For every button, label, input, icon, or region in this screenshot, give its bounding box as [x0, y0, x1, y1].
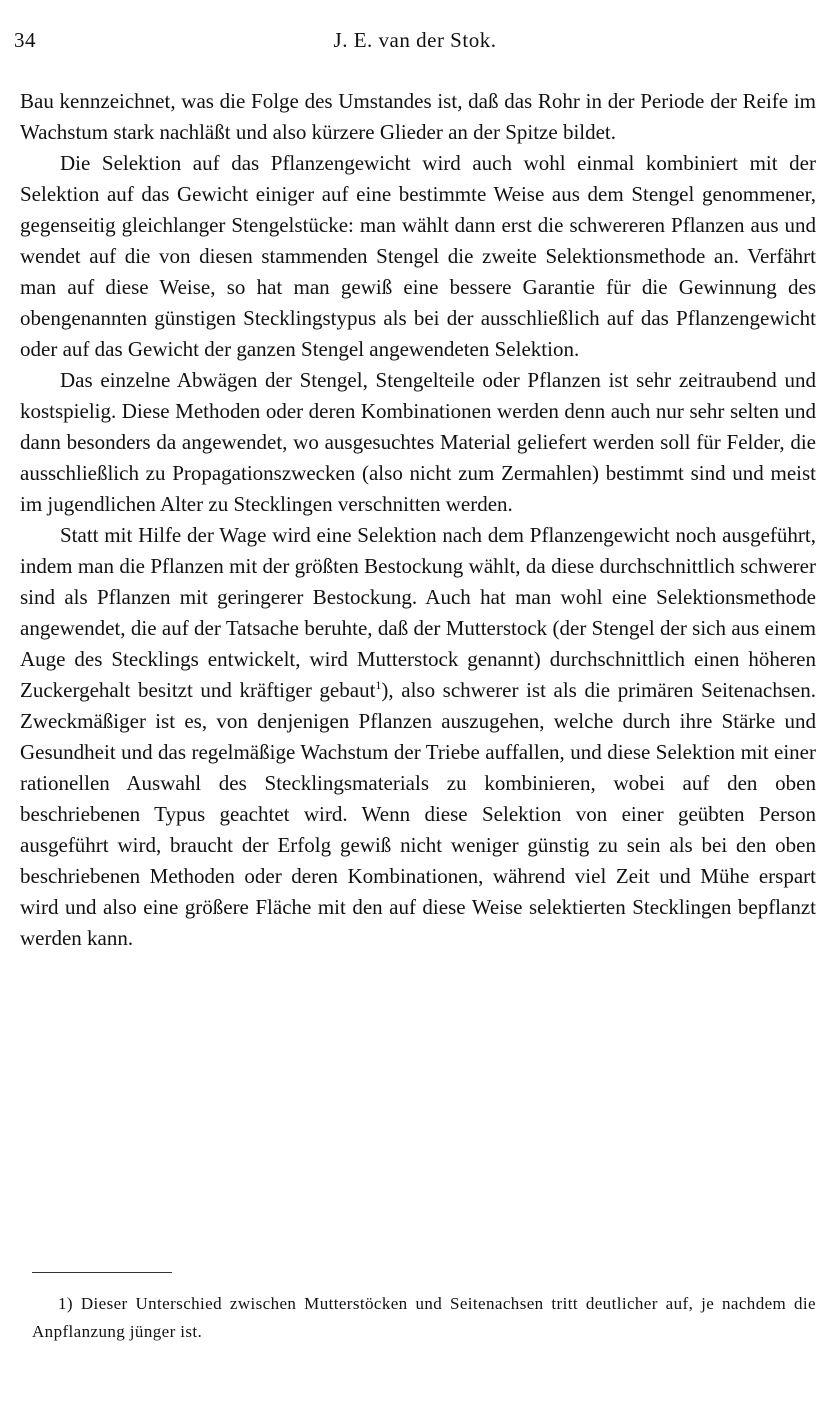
footnote-marker: 1) — [58, 1294, 73, 1313]
paragraph: Die Selektion auf das Pflanzengewicht wird auch wohl einmal kombiniert mit der Selektion auf das Gewicht einiger auf eine bestimmte Weise aus dem Stengel genommener, gegenseitig gleichlanger Stengelstücke: man wählt dann erst die schwereren Pflanzen aus und wendet auf die von diesen stammenden Stengel die zweite Selektionsmethode an. Verfährt man auf diese Weise, so hat man gewiß eine bessere Garantie für die Gewinnung des obengenannten günstigen Stecklingstypus als bei der ausschließlich auf das Pflanzengewicht oder auf das Gewicht der ganzen Stengel angewendeten Selektion. — [20, 151, 816, 361]
paragraph — [20, 520, 816, 954]
page-number: 34 — [14, 28, 36, 52]
running-title: J. E. van der Stok. — [333, 28, 497, 52]
paragraph: Das einzelne Abwägen der Stengel, Stengelteile oder Pflanzen ist sehr zeitraubend und kostspielig. Diese Methoden oder deren Kombinationen werden denn auch nur sehr selten und dann besonders da angewendet, wo ausgesuchtes Material geliefert werden soll für Felder, die ausschließlich zu Propagationszwecken (also nicht zum Zermahlen) bestimmt sind und meist im jugendlichen Alter zu Stecklingen verschnitten werden. — [20, 368, 816, 516]
main-text — [20, 86, 816, 954]
paragraph-text: Statt mit Hilfe der Wage wird eine Selektion nach dem Pflanzengewicht noch ausgeführt, indem man die Pflanzen mit der größten Bestockung wählt, da diese durchschnittlich schwerer sind als Pflanzen mit geringerer Bestockung. Auch hat man wohl eine Selektionsmethode angewendet, die auf der Tatsache beruhte, daß der Mutterstock (der Stengel der sich aus einem Auge des Stecklings entwickelt, wird Mutterstock genannt) durchschnittlich einen höheren Zuckergehalt besitzt und kräftiger gebaut — [20, 523, 816, 702]
page-header — [14, 28, 816, 58]
footnote-reference: 1 — [375, 678, 382, 692]
paragraph-continued: Bau kennzeichnet, was die Folge des Umstandes ist, daß das Rohr in der Periode der Reife im Wachstum stark nachläßt und also kürzere Glieder an der Spitze bildet. — [20, 89, 816, 144]
footnote — [32, 1290, 816, 1346]
paragraph-text: ), also schwerer ist als die primären Seitenachsen. Zweckmäßiger ist es, von denjenigen Pflanzen auszugehen, welche durch ihre Stärke und Gesundheit und das regelmäßige Wachstum der Triebe auffallen, und diese Selektion mit einer rationellen Auswahl des Stecklingsmaterials zu kombinieren, wobei auf den oben beschriebenen Typus geachtet wird. Wenn diese Selektion von einer geübten Person ausgeführt wird, braucht der Erfolg gewiß nicht weniger günstig zu sein als bei den oben beschriebenen Methoden oder deren Kombinationen, während viel Zeit und Mühe erspart wird und also eine größere Fläche mit den auf diese Weise selektierten Stecklingen bepflanzt werden kann. — [20, 678, 816, 950]
footnote-divider — [32, 1272, 172, 1273]
footnote-text: Dieser Unterschied zwischen Mutterstöcken und Seitenachsen tritt deutlicher auf, je nachdem die Anpflanzung jünger ist. — [32, 1294, 816, 1341]
